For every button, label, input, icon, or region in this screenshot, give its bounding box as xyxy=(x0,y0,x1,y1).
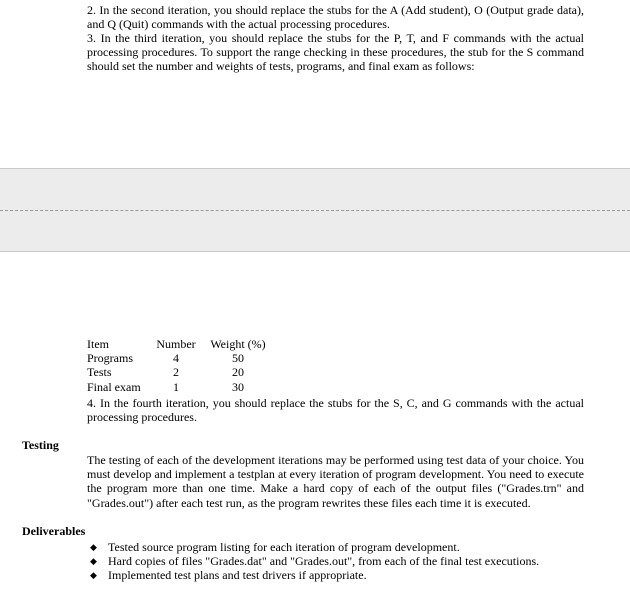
table-row xyxy=(87,365,275,379)
table-cell-weight: 30 xyxy=(232,379,244,394)
table-cell-item: Programs xyxy=(87,351,133,366)
table-cell-number: 4 xyxy=(173,351,179,366)
iteration-3-paragraph: 3. In the third iteration, you should replace the stubs for the P, T, and F commands with the actual processing procedures. To support the range checking in these procedures, the stub for the S command should set the number and weights of tests, programs, and final exam as follows: xyxy=(87,31,584,74)
list-item xyxy=(87,554,539,568)
list-item xyxy=(87,568,539,582)
table-cell-number: 2 xyxy=(173,365,179,380)
deliverable-text: Tested source program listing for each iteration of program development. xyxy=(108,540,460,554)
table-header-row xyxy=(87,337,275,351)
table-cell-item: Tests xyxy=(87,365,112,380)
diamond-bullet-icon: ◆ xyxy=(90,542,97,552)
diamond-bullet-icon: ◆ xyxy=(90,570,97,581)
iteration-4-paragraph: 4. In the fourth iteration, you should replace the stubs for the S, C, and G commands with the actual processing procedures. xyxy=(87,396,584,425)
deliverables-list xyxy=(87,540,539,583)
list-item xyxy=(87,540,539,554)
deliverable-text: Implemented test plans and test drivers if appropriate. xyxy=(108,568,367,583)
weights-table xyxy=(87,337,275,394)
table-cell-weight: 50 xyxy=(232,351,244,366)
table-header-item: Item xyxy=(87,337,109,351)
table-row xyxy=(87,351,275,365)
diamond-bullet-icon: ◆ xyxy=(90,556,97,567)
table-cell-number: 1 xyxy=(173,379,179,394)
iteration-2-paragraph: 2. In the second iteration, you should replace the stubs for the A (Add student), O (Output grade data), and Q (Quit) commands with the actual processing procedures. xyxy=(87,3,584,32)
table-cell-weight: 20 xyxy=(232,365,244,380)
table-header-number: Number xyxy=(156,337,196,351)
testing-paragraph: The testing of each of the development iterations may be performed using test data of your choice. You must develop and implement a testplan at every iteration of program development. You need to execute the program more than one time. Make a hard copy of each of the output files ("Grades.trn" and "Grades.out") after each test run, as the program rewrites these files each time it is executed. xyxy=(87,453,584,510)
table-header-weight: Weight (%) xyxy=(210,337,266,351)
deliverable-text: Hard copies of files "Grades.dat" and "Grades.out", from each of the final test executions. xyxy=(108,554,540,569)
page-break-separator xyxy=(0,168,630,252)
table-row xyxy=(87,380,275,394)
deliverables-heading: Deliverables xyxy=(22,524,86,538)
testing-heading: Testing xyxy=(22,438,59,452)
table-cell-item: Final exam xyxy=(87,379,141,394)
page-break-dashed-line xyxy=(0,210,630,211)
